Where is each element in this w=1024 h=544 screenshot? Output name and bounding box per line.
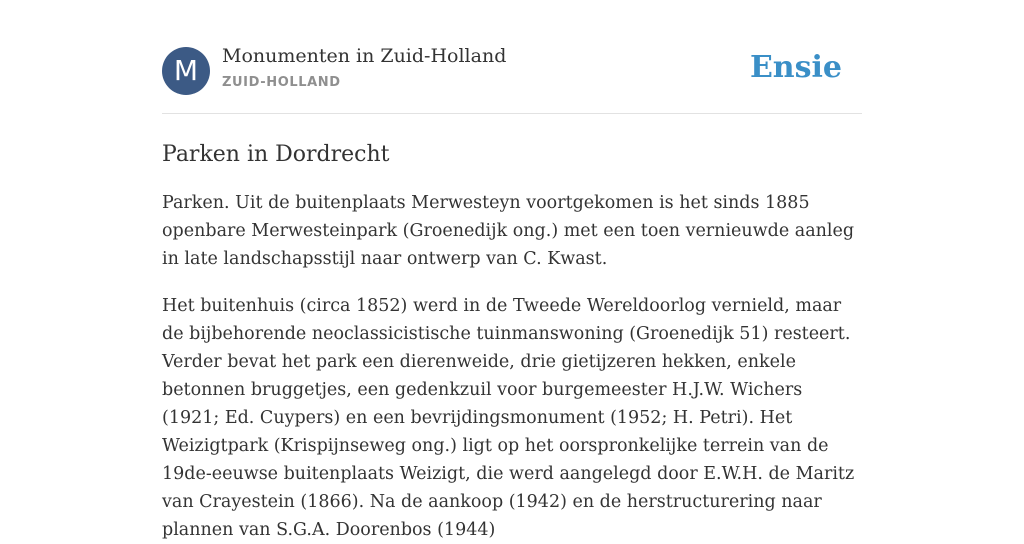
article-paragraph-1: Parken. Uit de buitenplaats Merwesteyn voortgekomen is het sinds 1885 openbare Merwesteinpark (Groenedijk ong.) met een toen vernieuwde aanleg in late landschapsstijl naar ontwerp van C. Kwast. [162, 193, 855, 269]
article-title: Parken in Dordrecht [162, 142, 390, 167]
ensie-logo[interactable]: Ensie [749, 50, 842, 85]
source-avatar[interactable]: M [162, 47, 210, 95]
source-region-link[interactable]: ZUID-HOLLAND [222, 75, 341, 90]
article-paragraph-2: Het buitenhuis (circa 1852) werd in de Tweede Wereldoorlog vernield, maar de bijbehorende neoclassicistische tuinmanswoning (Groenedijk 51) resteert. Verder bevat het park een dierenweide, drie gietijzeren hekken, enkele betonnen bruggetjes, een gedenkzuil voor burgemeester H.J.W. Wichers (1921; Ed. Cuypers) en een bevrijdingsmonument (1952; H. Petri). Het Weizigtpark (Krispijnseweg ong.) ligt op het oorspronkelijke terrein van de 19de-eeuwse buitenplaats Weizigt, die werd aangelegd door E.W.H. de Maritz van Crayestein (1866). Na de aankoop (1942) en de herstructurering naar plannen van S.G.A. Doorenbos (1944) [162, 296, 855, 540]
source-title-link[interactable]: Monumenten in Zuid-Holland [222, 45, 507, 67]
content-column [162, 0, 862, 544]
header [162, 0, 862, 114]
